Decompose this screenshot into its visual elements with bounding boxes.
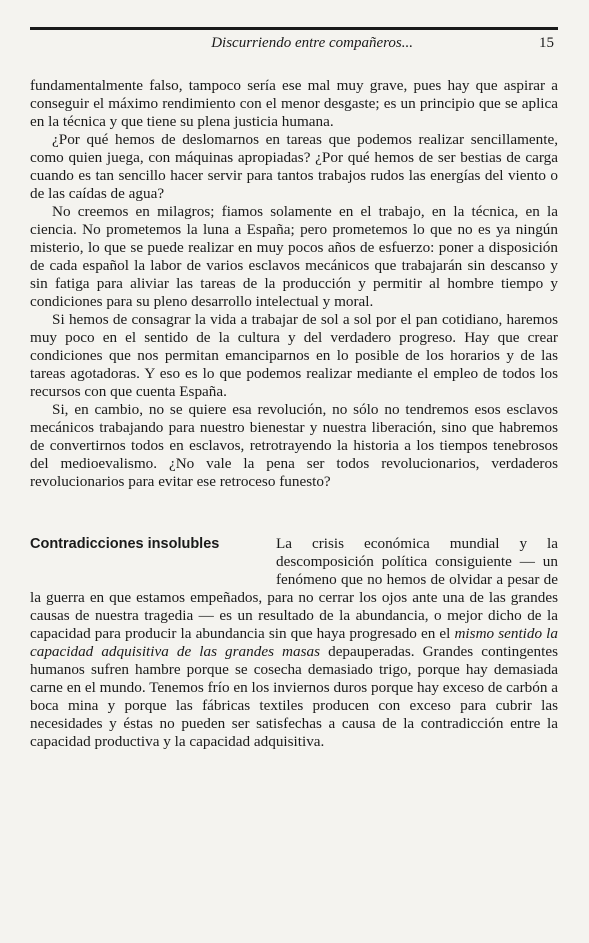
paragraph-continued: fundamentalmente falso, tampoco sería ese mal muy grave, pues hay que aspirar a conseguir el máximo rendimiento con el menor desgaste; es un principio que se aplica en la técnica y que tiene su plena justicia humana. [30, 77, 558, 130]
section-text-start: La crisis económica mundial y la descomposición política consiguiente — un fenómeno que no hemos de olvidar a pesar de la guerra en que estamos empeñados, para no cerrar los ojos ante una de las grandes causas de nuestra tragedia — es un resultado de la abundancia, o mejor dicho de la capacidad para producir la abundancia sin que haya progresado en el [30, 535, 558, 642]
page-header [30, 35, 558, 55]
section-contradicciones [30, 535, 558, 751]
italic-emphasis: mismo sentido la capacidad adquisitiva de las grandes masas [30, 625, 558, 660]
paragraph: ¿Por qué hemos de deslomarnos en tareas que podemos realizar sencillamente, como quien juega, con máquinas apropiadas? ¿Por qué hemos de ser bestias de carga cuando es tan sencillo hacer servir para tantos trabajos rudos las energías del viento o de las caídas de agua? [30, 131, 558, 202]
running-title: Discurriendo entre compañeros... [211, 35, 413, 51]
section-text-end: depauperadas. Grandes contingentes humanos sufren hambre porque se cosecha demasiado trigo, porque hay demasiada carne en el mundo. Tenemos frío en los inviernos duros porque hay exceso de carbón a boca mina y porque las fábricas textiles producen con exceso para cubrir las necesidades y éstas no pueden ser satisfechas a causa de la contradicción entre la capacidad productiva y la capacidad adquisitiva. [30, 643, 559, 750]
header-rule [30, 27, 558, 30]
page-body [30, 77, 558, 751]
paragraph: Si hemos de consagrar la vida a trabajar de sol a sol por el pan cotidiano, haremos muy poco en el sentido de la cultura y del verdadero progreso. Hay que crear condiciones que nos permitan emanciparnos en lo posible de los horarios y de las tareas agotadoras. Y eso es lo que podemos realizar mediante el empleo de todos los recursos con que cuenta España. [30, 311, 558, 400]
section-title: Contradicciones insolubles [30, 536, 220, 552]
paragraph: Si, en cambio, no se quiere esa revolución, no sólo no tendremos esos esclavos mecánicos trabajando para nuestro bienestar y nuestra liberación, sino que habremos de convertirnos todos en esclavos, retrotrayendo la historia a los tiempos tenebrosos del medioevalismo. ¿No vale la pena ser todos revolucionarios, verdaderos revolucionarios para evitar ese retroceso funesto? [30, 401, 558, 490]
paragraph: No creemos en milagros; fiamos solamente en el trabajo, en la técnica, en la ciencia. No prometemos la luna a España; pero prometemos lo que no es ya ningún misterio, lo que se puede realizar en muy pocos años de esfuerzo: poner a disposición de cada español la labor de varios esclavos mecánicos que trabajarán sin descanso y sin fatiga para aliviar las tareas de la producción y permitir al hombre tiempo y condiciones para su pleno desarrollo intelectual y moral. [30, 203, 558, 310]
page-number: 15 [539, 35, 554, 51]
